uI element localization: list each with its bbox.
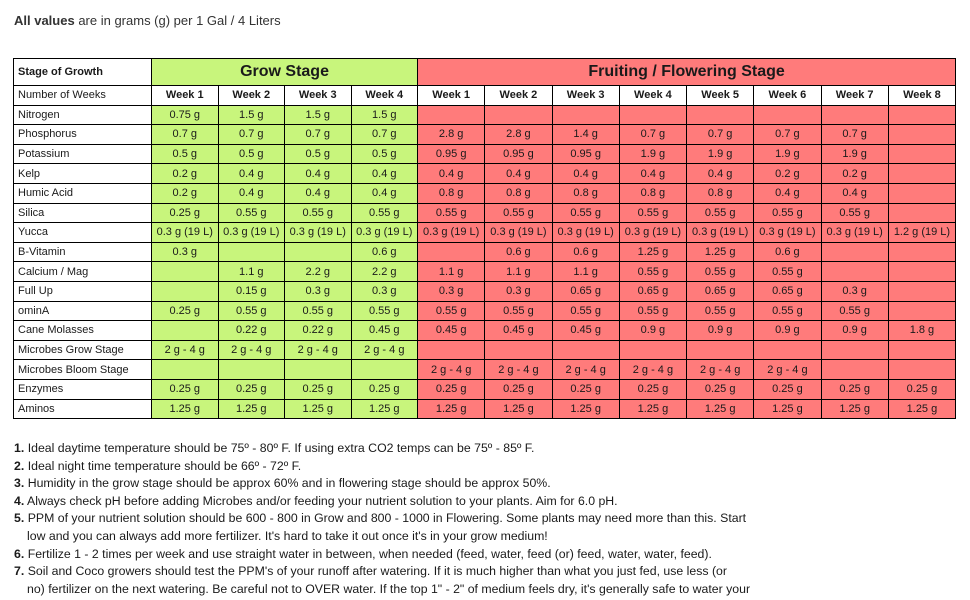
note-text: PPM of your nutrient solution should be 600 - 800 in Grow and 800 - 1000 in Flowering. Some plants may need more than this. Start	[27, 511, 747, 526]
flower-cell	[888, 262, 955, 282]
flower-cell: 0.65 g	[754, 281, 821, 301]
flower-cell: 0.7 g	[687, 125, 754, 145]
flower-cell: 0.4 g	[485, 164, 552, 184]
flower-cell: 0.55 g	[552, 203, 619, 223]
flower-cell	[821, 360, 888, 380]
flower-cell: 1.9 g	[821, 144, 888, 164]
table-row	[14, 203, 956, 223]
flower-cell: 0.7 g	[821, 125, 888, 145]
note-text: Ideal night time temperature should be 66º - 72º F.	[27, 458, 302, 473]
note-item	[14, 510, 959, 545]
grow-cell: 0.55 g	[218, 301, 285, 321]
note-number: 6.	[14, 546, 25, 561]
flower-cell: 0.55 g	[821, 203, 888, 223]
flower-cell: 0.6 g	[552, 242, 619, 262]
flower-cell: 1.25 g	[687, 399, 754, 419]
page-header	[14, 13, 281, 28]
note-text-continued: no) fertilizer on the next watering. Be careful not to OVER water. If the top 1" - 2" of medium feels dry, it's generally safe to water your	[27, 581, 751, 596]
nutrient-name: Aminos	[14, 399, 152, 419]
note-text-continued: low and you can always add more fertilizer. It's hard to take it out once it's in your grow medium!	[27, 528, 548, 543]
grow-cell: 0.4 g	[351, 164, 418, 184]
flower-cell: 2.8 g	[485, 125, 552, 145]
grow-cell: 0.3 g	[351, 281, 418, 301]
number-of-weeks-label: Number of Weeks	[14, 86, 152, 106]
flower-cell: 2 g - 4 g	[754, 360, 821, 380]
flower-cell: 0.3 g (19 L)	[687, 223, 754, 243]
flower-cell: 0.25 g	[687, 379, 754, 399]
header-bold: All values	[14, 13, 75, 28]
flower-cell: 0.4 g	[418, 164, 485, 184]
flower-cell: 0.55 g	[754, 262, 821, 282]
grow-cell: 0.2 g	[152, 164, 219, 184]
grow-cell: 0.5 g	[218, 144, 285, 164]
flower-cell: 1.1 g	[418, 262, 485, 282]
grow-cell: 0.4 g	[285, 164, 352, 184]
grow-cell: 0.5 g	[152, 144, 219, 164]
flower-cell: 0.6 g	[754, 242, 821, 262]
nutrient-name: Microbes Grow Stage	[14, 340, 152, 360]
table-row	[14, 144, 956, 164]
grow-week-header: Week 3	[285, 86, 352, 106]
flower-cell	[888, 125, 955, 145]
table-row	[14, 379, 956, 399]
grow-cell	[152, 360, 219, 380]
grow-cell: 0.25 g	[351, 379, 418, 399]
flower-cell: 2 g - 4 g	[619, 360, 686, 380]
table-row	[14, 223, 956, 243]
flower-cell: 0.8 g	[552, 183, 619, 203]
grow-cell	[218, 242, 285, 262]
stage-header-row	[14, 59, 956, 86]
flower-cell: 0.3 g (19 L)	[619, 223, 686, 243]
note-item	[14, 493, 959, 511]
flower-cell: 0.2 g	[821, 164, 888, 184]
flower-cell: 0.95 g	[552, 144, 619, 164]
flower-cell: 1.25 g	[888, 399, 955, 419]
flower-cell: 1.9 g	[619, 144, 686, 164]
table-row	[14, 262, 956, 282]
nutrient-name: Microbes Bloom Stage	[14, 360, 152, 380]
flower-cell: 0.3 g (19 L)	[754, 223, 821, 243]
flower-cell: 0.3 g (19 L)	[485, 223, 552, 243]
flower-cell: 2 g - 4 g	[485, 360, 552, 380]
nutrient-name: Kelp	[14, 164, 152, 184]
note-item	[14, 458, 959, 476]
nutrient-rows	[14, 105, 956, 419]
flower-cell	[888, 203, 955, 223]
grow-cell: 0.55 g	[285, 301, 352, 321]
nutrient-name: Calcium / Mag	[14, 262, 152, 282]
note-item	[14, 475, 959, 493]
table-row	[14, 399, 956, 419]
flower-week-header: Week 3	[552, 86, 619, 106]
note-text: Always check pH before adding Microbes and/or feeding your nutrient solution to your plants. Aim for 6.0 pH.	[27, 493, 618, 508]
flower-cell: 0.8 g	[619, 183, 686, 203]
weeks-header-row	[14, 86, 956, 106]
note-text: Soil and Coco growers should test the PPM's of your runoff after watering. If it is much higher than what you just fed, use less (or	[27, 564, 727, 579]
flower-cell: 0.4 g	[821, 183, 888, 203]
nutrient-name: Phosphorus	[14, 125, 152, 145]
grow-cell: 0.7 g	[152, 125, 219, 145]
notes-list	[14, 440, 959, 598]
table-row	[14, 321, 956, 341]
flower-cell: 0.9 g	[687, 321, 754, 341]
flower-cell	[418, 242, 485, 262]
flower-week-header: Week 1	[418, 86, 485, 106]
flower-cell: 1.25 g	[821, 399, 888, 419]
flower-cell	[888, 360, 955, 380]
grow-cell	[152, 281, 219, 301]
table-row	[14, 183, 956, 203]
flower-cell: 0.8 g	[687, 183, 754, 203]
grow-cell: 0.7 g	[218, 125, 285, 145]
grow-cell	[285, 360, 352, 380]
grow-cell: 0.25 g	[285, 379, 352, 399]
grow-cell: 0.7 g	[351, 125, 418, 145]
flower-cell: 0.9 g	[754, 321, 821, 341]
flower-cell: 0.55 g	[821, 301, 888, 321]
grow-cell: 0.3 g (19 L)	[351, 223, 418, 243]
flower-cell	[485, 105, 552, 125]
grow-cell: 0.55 g	[351, 203, 418, 223]
table-row	[14, 360, 956, 380]
grow-cell: 1.5 g	[285, 105, 352, 125]
flower-cell: 0.25 g	[821, 379, 888, 399]
flower-cell	[552, 105, 619, 125]
flower-cell	[888, 340, 955, 360]
grow-cell: 0.2 g	[152, 183, 219, 203]
note-item	[14, 440, 959, 458]
grow-stage-header: Grow Stage	[152, 59, 418, 86]
flower-cell: 2.8 g	[418, 125, 485, 145]
flower-cell: 0.3 g	[418, 281, 485, 301]
flower-week-header: Week 4	[619, 86, 686, 106]
grow-cell: 0.3 g	[285, 281, 352, 301]
flower-cell: 0.8 g	[418, 183, 485, 203]
flower-cell: 0.4 g	[754, 183, 821, 203]
flower-cell: 0.55 g	[619, 262, 686, 282]
table-row	[14, 340, 956, 360]
nutrient-name: Enzymes	[14, 379, 152, 399]
flower-cell: 1.2 g (19 L)	[888, 223, 955, 243]
flower-cell: 0.25 g	[418, 379, 485, 399]
flower-cell: 0.9 g	[821, 321, 888, 341]
flower-cell: 0.3 g (19 L)	[552, 223, 619, 243]
grow-cell: 0.4 g	[285, 183, 352, 203]
flower-cell: 0.45 g	[418, 321, 485, 341]
grow-cell	[152, 262, 219, 282]
flower-cell: 0.3 g (19 L)	[821, 223, 888, 243]
grow-cell: 0.25 g	[152, 301, 219, 321]
note-item	[14, 563, 959, 598]
flower-cell: 0.65 g	[552, 281, 619, 301]
grow-cell: 1.25 g	[351, 399, 418, 419]
nutrient-name: Cane Molasses	[14, 321, 152, 341]
flower-cell: 1.25 g	[418, 399, 485, 419]
flower-cell	[754, 340, 821, 360]
flower-cell: 0.25 g	[754, 379, 821, 399]
grow-cell: 0.25 g	[218, 379, 285, 399]
flower-cell	[888, 242, 955, 262]
flower-cell	[888, 183, 955, 203]
grow-cell	[218, 360, 285, 380]
flower-cell: 0.55 g	[687, 203, 754, 223]
flower-cell: 2 g - 4 g	[418, 360, 485, 380]
note-number: 2.	[14, 458, 25, 473]
flower-cell	[888, 281, 955, 301]
flower-cell: 1.9 g	[687, 144, 754, 164]
grow-cell: 0.4 g	[218, 183, 285, 203]
grow-week-header: Week 1	[152, 86, 219, 106]
nutrient-schedule-table	[13, 58, 956, 419]
grow-cell: 2.2 g	[285, 262, 352, 282]
grow-cell	[152, 321, 219, 341]
flower-cell: 0.55 g	[619, 301, 686, 321]
grow-cell: 0.3 g	[152, 242, 219, 262]
flower-cell: 0.65 g	[687, 281, 754, 301]
grow-cell: 0.6 g	[351, 242, 418, 262]
flower-cell: 1.25 g	[754, 399, 821, 419]
flower-cell: 0.55 g	[418, 203, 485, 223]
stage-of-growth-label: Stage of Growth	[14, 59, 152, 86]
grow-cell: 0.3 g (19 L)	[152, 223, 219, 243]
grow-cell: 1.5 g	[351, 105, 418, 125]
flower-cell	[821, 340, 888, 360]
flower-cell: 1.25 g	[552, 399, 619, 419]
table-row	[14, 242, 956, 262]
note-number: 3.	[14, 476, 25, 491]
nutrient-name: B-Vitamin	[14, 242, 152, 262]
grow-cell: 1.25 g	[218, 399, 285, 419]
flower-cell: 0.55 g	[418, 301, 485, 321]
flower-cell	[888, 164, 955, 184]
nutrient-name: Full Up	[14, 281, 152, 301]
flower-cell: 2 g - 4 g	[687, 360, 754, 380]
table-row	[14, 281, 956, 301]
flower-cell	[821, 242, 888, 262]
flower-cell	[888, 105, 955, 125]
flower-week-header: Week 5	[687, 86, 754, 106]
grow-cell: 0.22 g	[218, 321, 285, 341]
grow-cell: 0.55 g	[351, 301, 418, 321]
grow-cell: 1.1 g	[218, 262, 285, 282]
flower-cell: 0.4 g	[552, 164, 619, 184]
flower-cell: 0.25 g	[485, 379, 552, 399]
nutrient-name: Nitrogen	[14, 105, 152, 125]
grow-cell: 0.55 g	[218, 203, 285, 223]
table-row	[14, 301, 956, 321]
flower-cell: 1.4 g	[552, 125, 619, 145]
flower-cell: 0.4 g	[687, 164, 754, 184]
flower-cell: 1.25 g	[485, 399, 552, 419]
note-number: 5.	[14, 511, 25, 526]
flower-cell	[754, 105, 821, 125]
grow-cell: 0.3 g (19 L)	[218, 223, 285, 243]
flower-cell: 1.25 g	[619, 242, 686, 262]
flower-cell: 0.4 g	[619, 164, 686, 184]
flower-cell: 1.8 g	[888, 321, 955, 341]
flower-cell	[687, 105, 754, 125]
flower-cell: 0.45 g	[485, 321, 552, 341]
note-number: 1.	[14, 441, 25, 455]
grow-cell: 0.15 g	[218, 281, 285, 301]
flower-cell: 0.3 g	[485, 281, 552, 301]
flower-cell: 0.95 g	[418, 144, 485, 164]
grow-week-header: Week 4	[351, 86, 418, 106]
flower-cell: 0.55 g	[619, 203, 686, 223]
nutrient-name: Potassium	[14, 144, 152, 164]
grow-cell: 0.7 g	[285, 125, 352, 145]
flower-cell	[485, 340, 552, 360]
flower-cell: 0.25 g	[619, 379, 686, 399]
note-text: Ideal daytime temperature should be 75º - 80º F. If using extra CO2 temps can be 75º - 85º F.	[27, 441, 535, 455]
flower-cell: 0.7 g	[619, 125, 686, 145]
grow-week-header: Week 2	[218, 86, 285, 106]
flower-cell	[821, 105, 888, 125]
flower-week-header: Week 7	[821, 86, 888, 106]
flower-cell: 0.55 g	[485, 301, 552, 321]
header-rest: are in grams (g) per 1 Gal / 4 Liters	[74, 13, 281, 28]
flower-cell: 0.9 g	[619, 321, 686, 341]
flower-cell: 0.45 g	[552, 321, 619, 341]
flower-cell: 0.55 g	[687, 262, 754, 282]
grow-cell: 0.45 g	[351, 321, 418, 341]
flower-cell	[418, 105, 485, 125]
flower-cell	[418, 340, 485, 360]
note-text: Fertilize 1 - 2 times per week and use straight water in between, when needed (feed, water, feed (or) feed, water, water, feed).	[27, 546, 712, 561]
flower-cell: 0.95 g	[485, 144, 552, 164]
flower-cell: 0.65 g	[619, 281, 686, 301]
grow-cell: 0.5 g	[285, 144, 352, 164]
table-row	[14, 105, 956, 125]
flower-cell: 0.55 g	[754, 203, 821, 223]
table-row	[14, 125, 956, 145]
flower-cell	[888, 301, 955, 321]
flower-cell: 1.25 g	[687, 242, 754, 262]
grow-cell: 2 g - 4 g	[218, 340, 285, 360]
grow-cell	[285, 242, 352, 262]
flower-cell: 0.25 g	[552, 379, 619, 399]
flower-cell: 0.6 g	[485, 242, 552, 262]
grow-cell: 0.75 g	[152, 105, 219, 125]
flower-cell: 0.2 g	[754, 164, 821, 184]
flower-cell: 0.3 g (19 L)	[418, 223, 485, 243]
grow-cell: 2.2 g	[351, 262, 418, 282]
flower-cell: 1.1 g	[485, 262, 552, 282]
nutrient-name: Silica	[14, 203, 152, 223]
grow-cell: 1.5 g	[218, 105, 285, 125]
grow-cell: 2 g - 4 g	[152, 340, 219, 360]
grow-cell: 0.25 g	[152, 379, 219, 399]
flower-cell: 0.3 g	[821, 281, 888, 301]
flower-week-header: Week 8	[888, 86, 955, 106]
flower-cell	[821, 262, 888, 282]
flower-week-header: Week 2	[485, 86, 552, 106]
flower-cell: 0.55 g	[485, 203, 552, 223]
fruiting-stage-header: Fruiting / Flowering Stage	[418, 59, 956, 86]
flower-cell: 0.55 g	[552, 301, 619, 321]
grow-cell: 2 g - 4 g	[285, 340, 352, 360]
flower-cell	[552, 340, 619, 360]
flower-week-header: Week 6	[754, 86, 821, 106]
note-number: 7.	[14, 564, 25, 579]
nutrient-name: Humic Acid	[14, 183, 152, 203]
flower-cell	[888, 144, 955, 164]
flower-cell: 1.25 g	[619, 399, 686, 419]
flower-cell	[619, 105, 686, 125]
grow-cell: 0.5 g	[351, 144, 418, 164]
grow-cell: 0.55 g	[285, 203, 352, 223]
flower-cell: 0.25 g	[888, 379, 955, 399]
flower-cell	[619, 340, 686, 360]
grow-cell	[351, 360, 418, 380]
flower-cell: 0.8 g	[485, 183, 552, 203]
flower-cell	[687, 340, 754, 360]
grow-cell: 0.4 g	[218, 164, 285, 184]
note-number: 4.	[14, 493, 25, 508]
grow-cell: 0.25 g	[152, 203, 219, 223]
flower-cell: 1.1 g	[552, 262, 619, 282]
flower-cell: 0.55 g	[687, 301, 754, 321]
table-row	[14, 164, 956, 184]
grow-cell: 2 g - 4 g	[351, 340, 418, 360]
grow-cell: 0.4 g	[351, 183, 418, 203]
grow-cell: 1.25 g	[152, 399, 219, 419]
note-text: Humidity in the grow stage should be approx 60% and in flowering stage should be approx 50%.	[27, 476, 551, 491]
nutrient-name: Yucca	[14, 223, 152, 243]
nutrient-name: ominA	[14, 301, 152, 321]
flower-cell: 0.55 g	[754, 301, 821, 321]
flower-cell: 2 g - 4 g	[552, 360, 619, 380]
flower-cell: 1.9 g	[754, 144, 821, 164]
note-item	[14, 546, 959, 564]
grow-cell: 1.25 g	[285, 399, 352, 419]
flower-cell: 0.7 g	[754, 125, 821, 145]
grow-cell: 0.22 g	[285, 321, 352, 341]
grow-cell: 0.3 g (19 L)	[285, 223, 352, 243]
